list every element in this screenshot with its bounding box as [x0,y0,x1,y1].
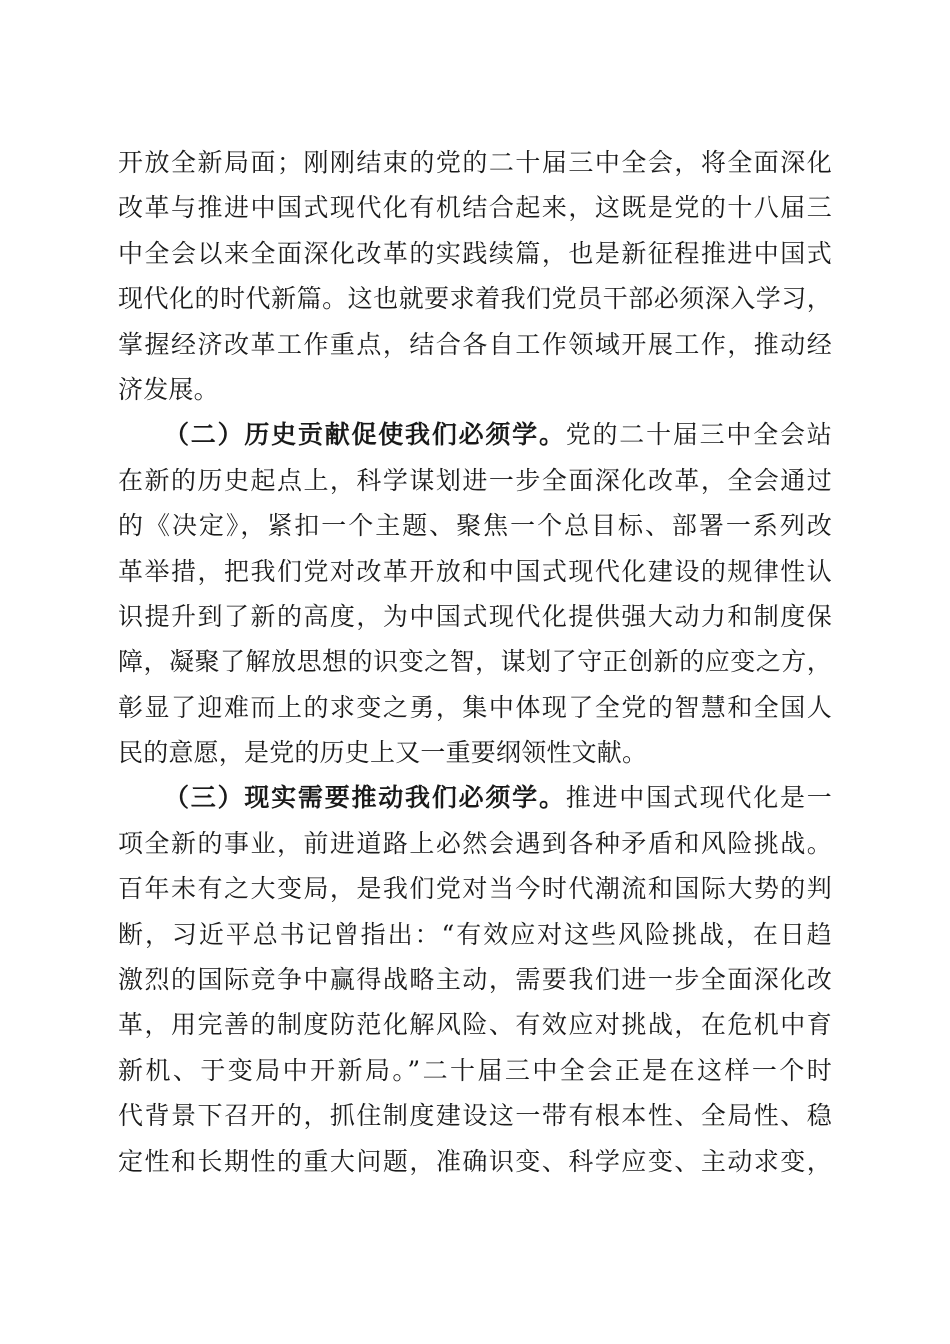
text-line: 在新的历史起点上，科学谋划进一步全面深化改革，全会通过 [118,465,832,495]
section-heading: （二）历史贡献促使我们必须学。 [164,420,566,450]
paragraph-1 [118,140,832,412]
text-line: 代背景下召开的，抓住制度建设这一带有根本性、全局性、稳 [118,1101,832,1131]
text-line: 掌握经济改革工作重点，结合各自工作领域开展工作，推动经 [118,329,832,359]
text-line: 障，凝聚了解放思想的识变之智，谋划了守正创新的应变之方， [118,647,832,677]
text-line: 的《决定》，紧扣一个主题、聚焦一个总目标、部署一系列改 [118,511,832,541]
text-line: 中全会以来全面深化改革的实践续篇，也是新征程推进中国式 [118,238,832,268]
text-line: 定性和长期性的重大问题，准确识变、科学应变、主动求变， [118,1146,832,1176]
text-line: 激烈的国际竞争中赢得战略主动，需要我们进一步全面深化改 [118,965,832,995]
text-line: 现代化的时代新篇。这也就要求着我们党员干部必须深入学习， [118,284,832,314]
section-heading: （三）现实需要推动我们必须学。 [164,783,566,813]
document-page [118,140,832,1184]
text-run: 党的二十届三中全会站 [565,420,832,450]
text-line: 革，用完善的制度防范化解风险、有效应对挑战，在危机中育 [118,1010,832,1040]
text-line: 民的意愿，是党的历史上又一重要纲领性文献。 [118,738,648,768]
paragraph-first-line [118,775,832,820]
paragraph-3 [118,775,832,1184]
text-line: 开放全新局面；刚刚结束的党的二十届三中全会，将全面深化 [118,148,832,177]
text-line: 项全新的事业，前进道路上必然会遇到各种矛盾和风险挑战。 [118,828,832,858]
text-line: 彰显了迎难而上的求变之勇，集中体现了全党的智慧和全国人 [118,692,832,722]
paragraph-2 [118,412,832,775]
text-line: 新机、于变局中开新局。”二十届三中全会正是在这样一个时 [118,1055,832,1085]
paragraph-first-line [118,412,832,457]
text-line: 改革与推进中国式现代化有机结合起来，这既是党的十八届三 [118,193,832,223]
text-line: 百年未有之大变局，是我们党对当今时代潮流和国际大势的判 [118,874,832,904]
text-line: 革举措，把我们党对改革开放和中国式现代化建设的规律性认 [118,556,832,586]
text-line: 断，习近平总书记曾指出：“有效应对这些风险挑战，在日趋 [118,919,832,949]
text-line: 识提升到了新的高度，为中国式现代化提供强大动力和制度保 [118,601,832,631]
text-run: 推进中国式现代化是一 [565,783,832,813]
text-line: 济发展。 [118,374,219,404]
